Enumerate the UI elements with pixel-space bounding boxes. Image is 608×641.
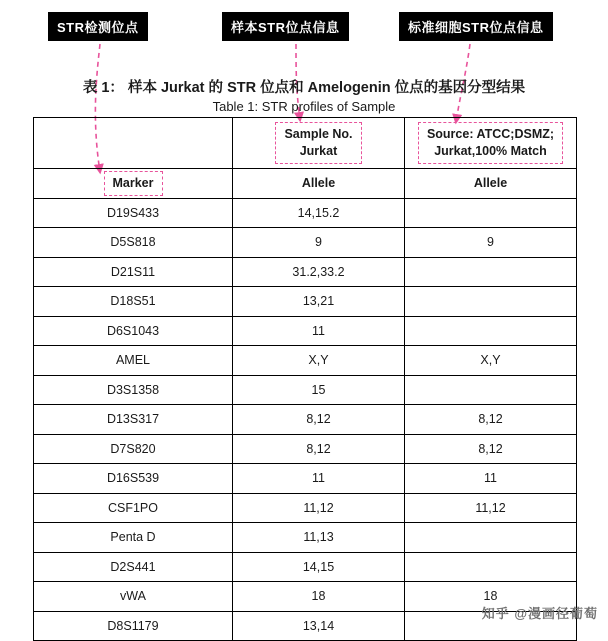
cell-marker: D8S1179 xyxy=(34,611,233,641)
callout-reference-str-info: 标准细胞STR位点信息 xyxy=(399,12,553,41)
reference-source-label: Source: ATCC;DSMZ; xyxy=(426,127,555,142)
str-profile-table xyxy=(33,117,577,641)
table-row xyxy=(34,198,577,228)
header-cell-empty xyxy=(34,118,233,169)
table-row xyxy=(34,405,577,435)
cell-marker: D19S433 xyxy=(34,198,233,228)
subheader-cell-marker xyxy=(34,169,233,199)
cell-reference-allele: 18 xyxy=(405,582,577,612)
cell-marker: vWA xyxy=(34,582,233,612)
cell-marker: D13S317 xyxy=(34,405,233,435)
sample-name-label: Jurkat xyxy=(299,144,338,158)
cell-sample-allele: 31.2,33.2 xyxy=(233,257,405,287)
table-row xyxy=(34,523,577,553)
header-cell-sample xyxy=(233,118,405,169)
cell-marker: CSF1PO xyxy=(34,493,233,523)
cell-reference-allele: 9 xyxy=(405,228,577,258)
cell-reference-allele xyxy=(405,552,577,582)
cell-marker: AMEL xyxy=(34,346,233,376)
cell-sample-allele: 14,15 xyxy=(233,552,405,582)
table-subheader-row xyxy=(34,169,577,199)
cell-sample-allele: X,Y xyxy=(233,346,405,376)
table-row xyxy=(34,434,577,464)
cell-sample-allele: 11,13 xyxy=(233,523,405,553)
table-row xyxy=(34,552,577,582)
cell-reference-allele xyxy=(405,375,577,405)
table-title-chinese: 表 1： 样本 Jurkat 的 STR 位点和 Amelogenin 位点的基因分型结果 xyxy=(82,80,526,96)
cell-reference-allele xyxy=(405,316,577,346)
cell-sample-allele: 13,21 xyxy=(233,287,405,317)
table-row xyxy=(34,287,577,317)
cell-sample-allele: 9 xyxy=(233,228,405,258)
table-row xyxy=(34,228,577,258)
marker-header-box: Marker xyxy=(104,171,163,196)
table-row xyxy=(34,316,577,346)
reference-header-box xyxy=(418,122,563,164)
cell-sample-allele: 8,12 xyxy=(233,405,405,435)
sample-header-box xyxy=(275,122,361,164)
cell-sample-allele: 13,14 xyxy=(233,611,405,641)
str-profile-table-wrapper xyxy=(33,117,576,641)
cell-marker: D16S539 xyxy=(34,464,233,494)
cell-marker: D3S1358 xyxy=(34,375,233,405)
cell-sample-allele: 18 xyxy=(233,582,405,612)
cell-marker: D21S11 xyxy=(34,257,233,287)
cell-marker: D5S818 xyxy=(34,228,233,258)
table-row xyxy=(34,346,577,376)
cell-reference-allele xyxy=(405,287,577,317)
table-row xyxy=(34,493,577,523)
cell-sample-allele: 11,12 xyxy=(233,493,405,523)
callout-sample-str-info: 样本STR位点信息 xyxy=(222,12,349,41)
table-row xyxy=(34,375,577,405)
cell-marker: D6S1043 xyxy=(34,316,233,346)
cell-reference-allele: X,Y xyxy=(405,346,577,376)
cell-sample-allele: 15 xyxy=(233,375,405,405)
cell-reference-allele: 8,12 xyxy=(405,405,577,435)
cell-marker: D2S441 xyxy=(34,552,233,582)
table-row xyxy=(34,464,577,494)
cell-reference-allele xyxy=(405,198,577,228)
cell-sample-allele: 8,12 xyxy=(233,434,405,464)
table-header-row xyxy=(34,118,577,169)
cell-reference-allele xyxy=(405,257,577,287)
subheader-cell-reference-allele: Allele xyxy=(405,169,577,199)
cell-sample-allele: 11 xyxy=(233,464,405,494)
cell-marker: D18S51 xyxy=(34,287,233,317)
cell-marker: D7S820 xyxy=(34,434,233,464)
cell-sample-allele: 11 xyxy=(233,316,405,346)
cell-reference-allele: 8,12 xyxy=(405,434,577,464)
reference-match-label: Jurkat,100% Match xyxy=(434,144,547,158)
header-cell-reference xyxy=(405,118,577,169)
table-title-english: Table 1: STR profiles of Sample xyxy=(212,99,396,114)
watermark xyxy=(482,603,598,622)
watermark-text: 知乎 @漫画径葡萄 xyxy=(481,606,598,621)
subheader-cell-sample-allele: Allele xyxy=(233,169,405,199)
cell-reference-allele xyxy=(405,523,577,553)
table-row xyxy=(34,257,577,287)
cell-marker: Penta D xyxy=(34,523,233,553)
cell-sample-allele: 14,15.2 xyxy=(233,198,405,228)
cell-reference-allele: 11,12 xyxy=(405,493,577,523)
sample-no-label: Sample No. xyxy=(284,127,353,142)
cell-reference-allele: 11 xyxy=(405,464,577,494)
callout-str-loci: STR检测位点 xyxy=(48,12,148,41)
